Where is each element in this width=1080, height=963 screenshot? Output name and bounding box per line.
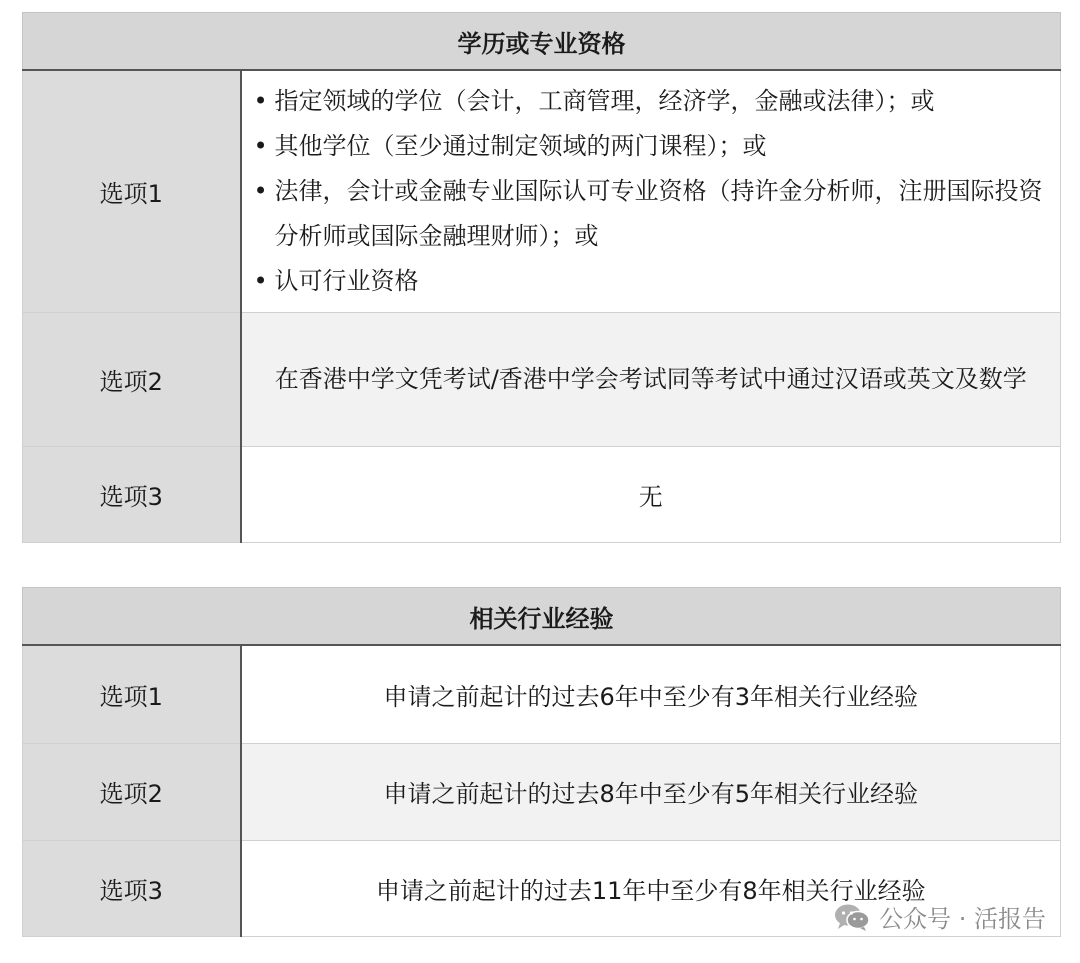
row-label: 选项2 [23, 743, 241, 840]
qualification-table-header: 学历或专业资格 [23, 13, 1061, 71]
row-content [241, 313, 1061, 447]
watermark-text: 公众号 · 活报告 [879, 905, 1046, 933]
table-row [23, 645, 1061, 743]
table-row [23, 313, 1061, 447]
row-text: 申请之前起计的过去6年中至少有3年相关行业经验 [241, 645, 1061, 743]
row-label: 选项1 [23, 70, 241, 313]
experience-table-header: 相关行业经验 [23, 588, 1061, 646]
list-item: • 法律，会计或金融专业国际认可专业资格（持许金分析师，注册国际投资分析师或国际金融理财师）；或 [252, 169, 1047, 259]
experience-table [22, 587, 1061, 937]
wechat-icon [833, 902, 871, 932]
list-item: • 指定领域的学位（会计，工商管理，经济学，金融或法律）；或 [252, 79, 1047, 124]
row-label: 选项2 [23, 313, 241, 447]
row-label: 选项1 [23, 645, 241, 743]
table-row [23, 743, 1061, 840]
row-text: 无 [241, 447, 1061, 543]
bullet-list [242, 71, 1061, 312]
list-item: • 其他学位（至少通过制定领域的两门课程）；或 [252, 124, 1047, 169]
row-text: 申请之前起计的过去8年中至少有5年相关行业经验 [241, 743, 1061, 840]
row-text: 在香港中学文凭考试/香港中学会考试同等考试中通过汉语或英文及数学 [274, 365, 1027, 393]
row-content [241, 70, 1061, 313]
table-row [23, 447, 1061, 543]
row-label: 选项3 [23, 447, 241, 543]
row-text: 申请之前起计的过去11年中至少有8年相关行业经验 [241, 840, 1061, 936]
list-item: • 认可行业资格 [252, 259, 1047, 304]
table-row [23, 70, 1061, 313]
qualification-table [22, 12, 1061, 543]
row-label: 选项3 [23, 840, 241, 936]
watermark [833, 899, 1046, 934]
